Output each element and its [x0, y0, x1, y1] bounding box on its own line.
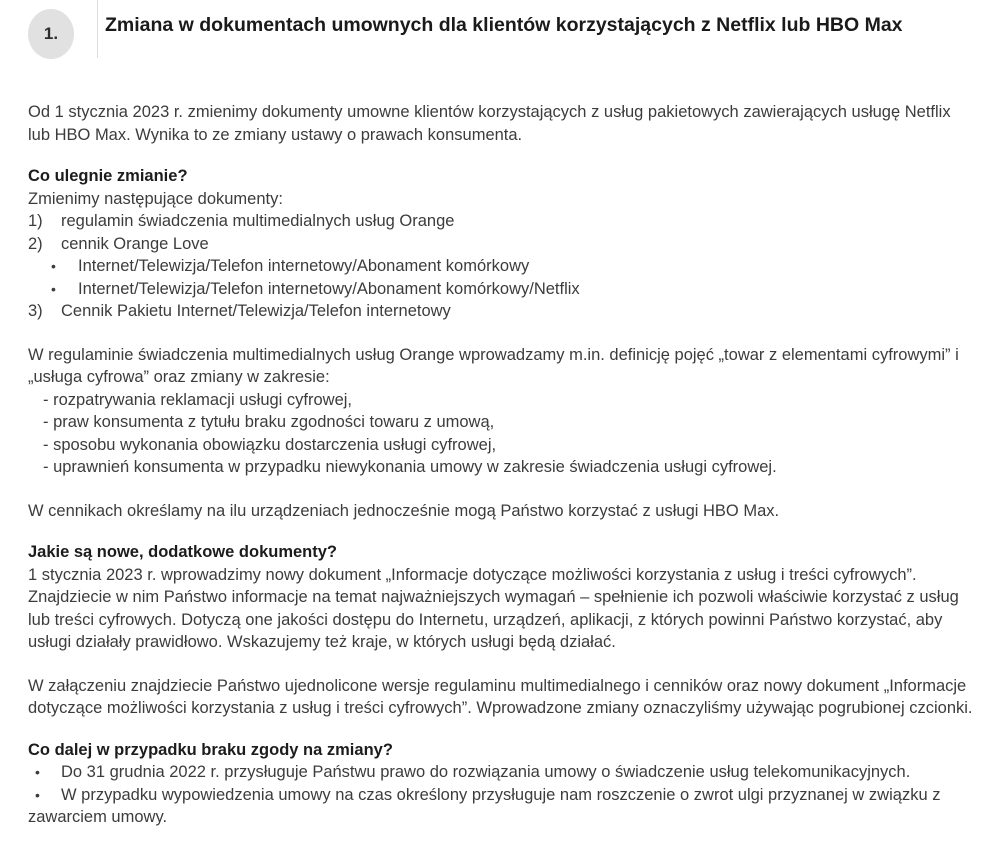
bullet-text: W przypadku wypowiedzenia umowy na czas określony przysługuje nam roszczenie o zwrot ulgi przyznanej w związku z zawarciem umowy.: [28, 785, 941, 826]
bullet-icon: •: [51, 280, 56, 297]
bullet-icon: •: [51, 258, 56, 274]
doc-list-item: [28, 210, 973, 233]
sub-list-item-text: Internet/Telewizja/Telefon internetowy/Abonament komórkowy/Netflix: [78, 279, 580, 298]
heading-what-changes: Co ulegnie zmianie?: [28, 167, 188, 185]
no-consent-bullet: [28, 784, 973, 829]
new-documents-paragraph-1: 1 stycznia 2023 r. wprowadzimy nowy dokument „Informacje dotyczące możliwości korzystania z usług i treści cyfrowych”. Znajdziecie w nim Państwo informacje na temat najważniejszych wymagań – spełnienie ich pozwoli właściwie korzystać z usług lub treści cyfrowych. Dotyczą one jakości dostępu do Internetu, urządzeń, aplikacji, z których powinni Państwo korzystać, aby usługi działały prawidłowo. Wskazujemy też kraje, w których usługi będą działać.: [28, 565, 959, 651]
list-number-marker: 1): [28, 212, 43, 230]
list-number-marker: 2): [28, 234, 43, 253]
list-item-text: cennik Orange Love: [61, 234, 209, 253]
pricing-note: W cennikach określamy na ilu urządzeniach jednocześnie mogą Państwo korzystać z usługi HBO Max.: [28, 501, 780, 520]
page-title: Zmiana w dokumentach umownych dla klientów korzystających z Netflix lub HBO Max: [105, 14, 903, 36]
bullet-icon: •: [35, 786, 40, 803]
heading-new-documents: Jakie są nowe, dodatkowe dokumenty?: [28, 543, 337, 561]
dash-list-item: - praw konsumenta z tytułu braku zgodności towaru z umową,: [43, 413, 495, 431]
doc-list-item: [28, 233, 973, 256]
what-changes-lead: Zmienimy następujące dokumenty:: [28, 189, 283, 208]
doc-list-item: [28, 300, 973, 323]
list-item-text: regulamin świadczenia multimedialnych usług Orange: [61, 212, 455, 230]
dash-list-item: - sposobu wykonania obowiązku dostarczenia usługi cyfrowej,: [43, 435, 497, 454]
bullet-icon: •: [35, 764, 40, 780]
section-number-badge: [28, 9, 74, 59]
regulation-intro: W regulaminie świadczenia multimedialnych usług Orange wprowadzamy m.in. definicję pojęć „towar z elementami cyfrowymi” i „usługa cyfrowa” oraz zmiany w zakresie:: [28, 345, 959, 386]
new-documents-paragraph-2: W załączeniu znajdziecie Państwo ujednolicone wersje regulaminu multimedialnego i cenników oraz nowy dokument „Informacje dotyczące możliwości korzystania z usług i treści cyfrowych”. Wprowadzone zmiany oznaczyliśmy używając pogrubionej czcionki.: [28, 676, 973, 717]
dash-list-item: - rozpatrywania reklamacji usługi cyfrowej,: [43, 390, 353, 409]
intro-paragraph: Od 1 stycznia 2023 r. zmienimy dokumenty umowne klientów korzystających z usług pakietowych zawierających usługę Netflix lub HBO Max. Wynika to ze zmiany ustawy o prawach konsumenta.: [28, 103, 951, 144]
doc-sub-list-item: [28, 255, 973, 278]
heading-no-consent: Co dalej w przypadku braku zgody na zmiany?: [28, 740, 393, 759]
header-divider-line: [97, 0, 98, 58]
section-header: [28, 0, 973, 80]
bullet-text: Do 31 grudnia 2022 r. przysługuje Państwu prawo do rozwiązania umowy o świadczenie usług telekomunikacyjnych.: [61, 763, 911, 781]
no-consent-bullet: [28, 761, 973, 784]
doc-sub-list-item: [28, 278, 973, 301]
list-item-text: Cennik Pakietu Internet/Telewizja/Telefon internetowy: [61, 302, 451, 320]
sub-list-item-text: Internet/Telewizja/Telefon internetowy/Abonament komórkowy: [78, 257, 530, 275]
section-number: 1.: [43, 23, 59, 43]
dash-list-item: - uprawnień konsumenta w przypadku niewykonania umowy w zakresie świadczenia usługi cyfrowej.: [43, 458, 777, 476]
list-number-marker: 3): [28, 302, 43, 320]
